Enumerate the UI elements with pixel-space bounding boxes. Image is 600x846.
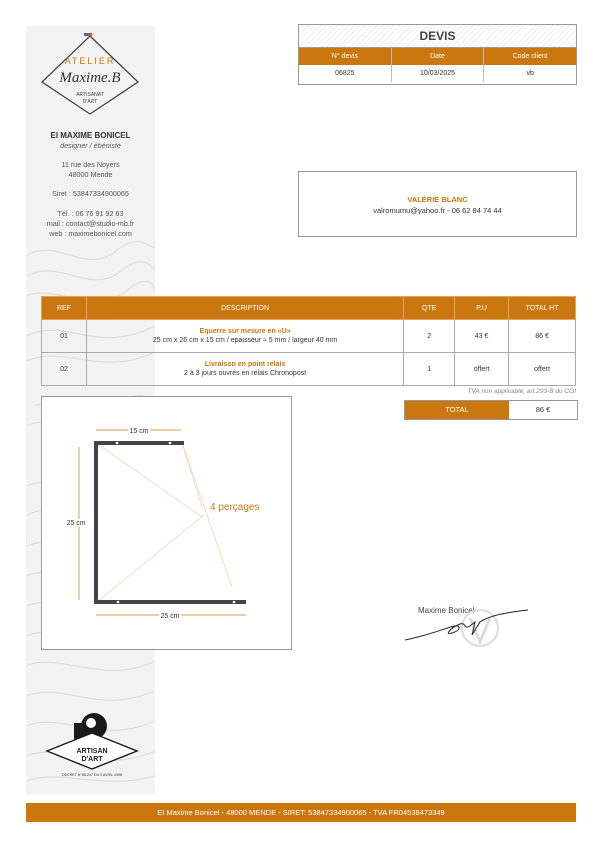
holes-label: 4 perçages (210, 502, 260, 513)
table-row (42, 353, 576, 386)
row-ref: 02 (42, 353, 87, 386)
row-desc-detail: 2 à 3 jours ouvrés en relais Chronopost (183, 370, 307, 377)
dim-bottom-label: 25 cm (160, 613, 180, 620)
company-web: web : maximebonicel.com (49, 229, 132, 238)
row-desc-detail: 25 cm x 26 cm x 15 cm / epaisseur ≈ 5 mm / largeur 40 mm (152, 337, 338, 344)
company-role: designer / ébéniste (60, 141, 121, 150)
devis-header-number: N° devis (331, 53, 358, 60)
header-ref: REF (42, 297, 87, 320)
logo-sub2: D'ART (82, 99, 98, 105)
devis-date: 10/03/2025 (391, 65, 484, 82)
total-label: TOTAL (405, 401, 509, 419)
logo-word-top: ATELIER (64, 56, 116, 66)
technical-drawing (41, 396, 292, 650)
header-pu: P.U (455, 297, 509, 320)
row-ref: 01 (42, 320, 87, 353)
client-contact: valromumu@yahoo.fr - 06 62 84 74 44 (373, 206, 502, 215)
items-table (41, 296, 576, 386)
badge-line2: D'ART (81, 756, 103, 763)
header-total-ht: TOTAL HT (509, 297, 576, 320)
bracket-drawing (42, 397, 291, 649)
row-pu: 43 € (455, 320, 509, 353)
company-address2: 48000 Mende (68, 170, 113, 179)
header-description: DESCRIPTION (86, 297, 403, 320)
devis-box (298, 24, 577, 85)
dim-left-label: 25 cm (66, 520, 86, 527)
atelier-logo (30, 30, 150, 120)
row-description (86, 320, 403, 353)
devis-number: 06825 (335, 70, 355, 77)
devis-title: DEVIS (299, 25, 576, 48)
row-total: 86 € (509, 320, 576, 353)
row-desc-title: Livraison en point relais (204, 361, 286, 368)
tva-note: TVA non applicable, art.293-B du CGI (467, 388, 576, 395)
table-header-row (42, 297, 576, 320)
total-value: 86 € (535, 405, 551, 414)
logo-word-script: Maxime.B (59, 70, 121, 86)
header-qte: QTE (404, 297, 455, 320)
footer-bar: EI Maxime Bonicel - 48000 MENDE - SIRET: 53847334900065 - TVA FR04538473349 (26, 803, 576, 822)
row-total: offert (509, 353, 576, 386)
devis-header-row (299, 48, 576, 65)
row-pu: offert (455, 353, 509, 386)
table-row (42, 320, 576, 353)
company-tel: Tél. : 06 76 91 92 63 (57, 209, 124, 218)
row-description (86, 353, 403, 386)
devis-header-client-code: Code client (483, 48, 576, 65)
signature-stamp (400, 600, 530, 650)
client-box (298, 171, 577, 237)
row-qte: 1 (404, 353, 455, 386)
company-name: EI MAXIME BONICEL (50, 131, 131, 140)
devis-client-code: vb (483, 65, 576, 82)
bracket-shape (94, 441, 246, 604)
company-mail: mail : contact@studio-mb.fr (46, 219, 135, 228)
badge-decree: DECRET N°98-247 DU 2 AVRIL 1998 (62, 773, 122, 777)
devis-value-row (299, 65, 576, 82)
dim-top-label: 15 cm (129, 428, 149, 435)
signature-name: Maxime Bonicel (418, 606, 475, 615)
client-name: VALÉRIE BLANC (407, 195, 468, 204)
artisan-badge (42, 705, 142, 780)
row-desc-title: Equerre sur mesure en «U» (199, 328, 291, 335)
badge-line1: ARTISAN (76, 748, 108, 755)
logo-sub1: ARTISANAT (76, 92, 104, 98)
total-box (404, 400, 578, 420)
company-siret: Siret : 53847334900065 (52, 189, 129, 198)
row-qte: 2 (404, 320, 455, 353)
devis-header-date: Date (391, 48, 484, 65)
company-address1: 11 rue des Noyers (61, 160, 120, 169)
